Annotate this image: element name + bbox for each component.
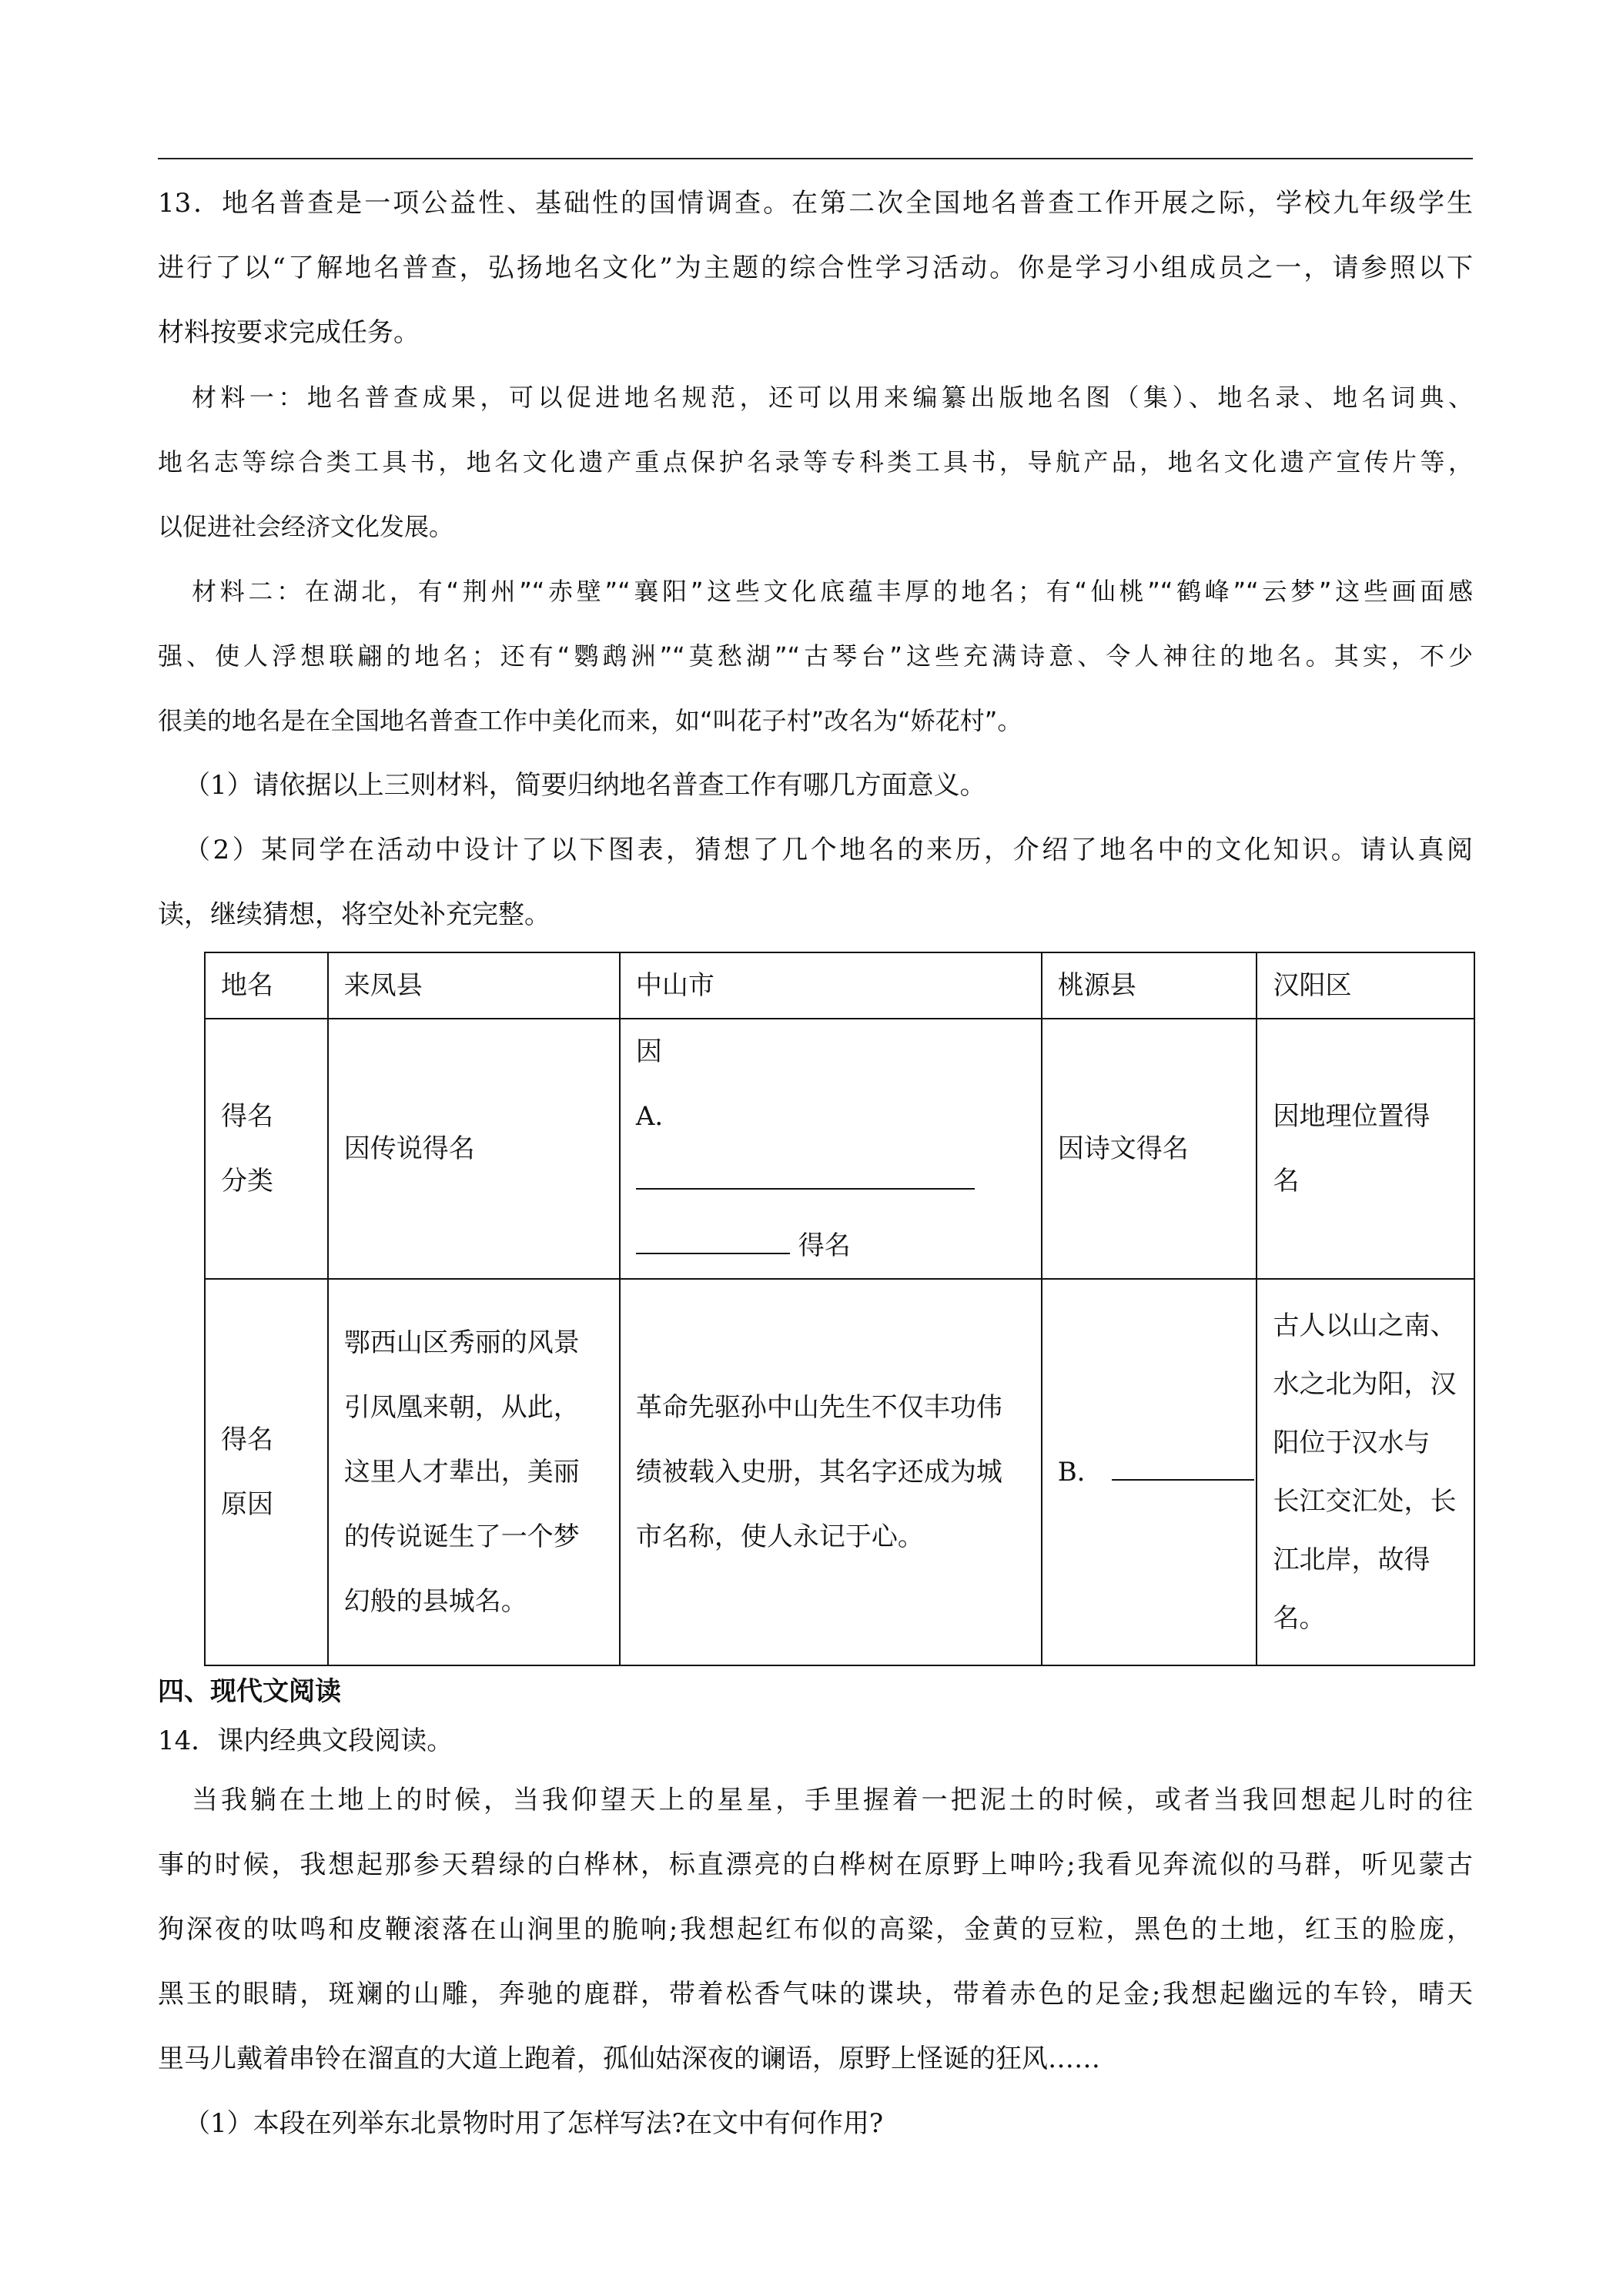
answer-blank-b[interactable] [1112,1453,1254,1481]
table-cell [620,1019,1042,1279]
table-cell [328,1279,620,1665]
exam-page [158,171,1473,2156]
material-1: 材料一：地名普查成果，可以促进地名规范，还可以用来编纂出版地名图（集）、地名录、地名词典、 [192,383,1473,412]
material-2: 材料二：在湖北，有“荆州”“赤壁”“襄阳”这些文化底蕴丰厚的地名；有“仙桃”“鹤峰”“云梦”这些画面感 [192,577,1473,606]
cell-line: 这里人才辈出，美丽 [343,1457,580,1488]
cell-line: 革命先驱孙中山先生不仅丰功伟 [635,1392,1002,1423]
cell-line: 名 [1273,1166,1300,1197]
table-cell [1257,1019,1474,1279]
q13-intro: 13．地名普查是一项公益性、基础性的国情调查。在第二次全国地名普查工作开展之际，学校九年级学生 [158,188,1473,219]
table-row [205,1279,1474,1665]
place-name-table [204,952,1475,1666]
cell-line: 鄂西山区秀丽的风景 [343,1327,580,1358]
table-header: 地名 [205,952,328,1019]
section-heading: 四、现代文阅读 [158,1676,341,1707]
q14-title: 14．课内经典文段阅读。 [158,1725,453,1756]
cell-line: 名。 [1273,1603,1326,1634]
q13-intro: 进行了以“了解地名普查，弘扬地名文化”为主题的综合性学习活动。你是学习小组成员之一，请参照以下 [158,253,1473,283]
cell-line: 市名称，使人永记于心。 [635,1521,924,1552]
passage-line: 当我躺在土地上的时候，当我仰望天上的星星，手里握着一把泥土的时候，或者当我回想起儿时的往 [192,1785,1473,1816]
cell-line: 阳位于汉水与 [1273,1427,1431,1458]
answer-blank-a[interactable] [636,1162,975,1190]
q13-intro: 材料按要求完成任务。 [158,317,420,348]
material-1: 以促进社会经济文化发展。 [158,512,454,541]
cell-line: 引凤凰来朝，从此， [343,1392,580,1423]
passage-line: 里马儿戴着串铃在溜直的大道上跑着，孤仙姑深夜的谰语，原野上怪诞的狂风…… [158,2043,1100,2074]
row-label-line: 分类 [221,1166,273,1197]
q13-sub2: 读，继续猜想，将空处补充完整。 [158,899,550,930]
blank-label-a: A． [635,1101,681,1132]
table-header: 来凤县 [328,952,620,1019]
table-row [205,1019,1474,1279]
cell-line [636,1213,1026,1278]
cell-line: 因 [635,1036,662,1067]
cell-line: 长江交汇处，长 [1273,1486,1457,1517]
answer-blank-a-cont[interactable] [636,1227,790,1254]
table-cell [1257,1279,1474,1665]
table-cell: 因诗文得名 [1042,1019,1257,1279]
row-label-line: 得名 [221,1101,273,1132]
cell-line: 的传说诞生了一个梦 [343,1521,580,1552]
material-2: 强、使人浮想联翩的地名；还有“鹦鹉洲”“莫愁湖”“古琴台”这些充满诗意、令人神往的地名。其实，不少 [158,641,1473,671]
cell-line: 因地理位置得 [1273,1101,1431,1132]
q13-sub1: （1）请依据以上三则材料，简要归纳地名普查工作有哪几方面意义。 [184,770,986,801]
cell-line: 幻般的县城名。 [343,1586,527,1617]
material-1: 地名志等综合类工具书，地名文化遗产重点保护名录等专科类工具书，导航产品，地名文化遗产宣传片等， [158,447,1473,477]
q13-sub2: （2）某同学在活动中设计了以下图表，猜想了几个地名的来历，介绍了地名中的文化知识。请认真阅 [184,835,1473,865]
cell-line: 绩被载入史册，其名字还成为城 [635,1457,1002,1488]
table-header: 汉阳区 [1257,952,1474,1019]
cell-text: 得名 [798,1230,851,1261]
row-label [205,1279,328,1665]
table-header: 中山市 [620,952,1042,1019]
table-cell [1042,1279,1257,1665]
blank-label-b: B． [1057,1457,1103,1488]
table-cell: 因传说得名 [328,1019,620,1279]
table-header: 桃源县 [1042,952,1257,1019]
passage-line: 事的时候，我想起那参天碧绿的白桦林，标直漂亮的白桦树在原野上呻吟;我看见奔流似的马群，听见蒙古 [158,1849,1473,1880]
cell-line [636,1084,1026,1213]
row-label-line: 得名 [221,1424,273,1455]
row-label [205,1019,328,1279]
cell-line: 江北岸，故得 [1273,1545,1431,1575]
cell-line: 古人以山之南、 [1273,1310,1457,1341]
row-label-line: 原因 [221,1489,273,1520]
material-2: 很美的地名是在全国地名普查工作中美化而来，如“叫花子村”改名为“娇花村”。 [158,706,1022,735]
passage-line: 狗深夜的呔鸣和皮鞭滚落在山涧里的脆响;我想起红布似的高粱，金黄的豆粒，黑色的土地，红玉的脸庞， [158,1914,1473,1945]
table-cell [620,1279,1042,1665]
q14-sub1: （1）本段在列举东北景物时用了怎样写法?在文中有何作用? [184,2108,884,2139]
passage-line: 黑玉的眼睛，斑斓的山雕，奔驰的鹿群，带着松香气味的谍块，带着赤色的足金;我想起幽远的车铃，晴天 [158,1979,1473,2010]
table-row [205,952,1474,1019]
header-rule [158,158,1473,159]
cell-line: 水之北为阳，汉 [1273,1369,1457,1400]
